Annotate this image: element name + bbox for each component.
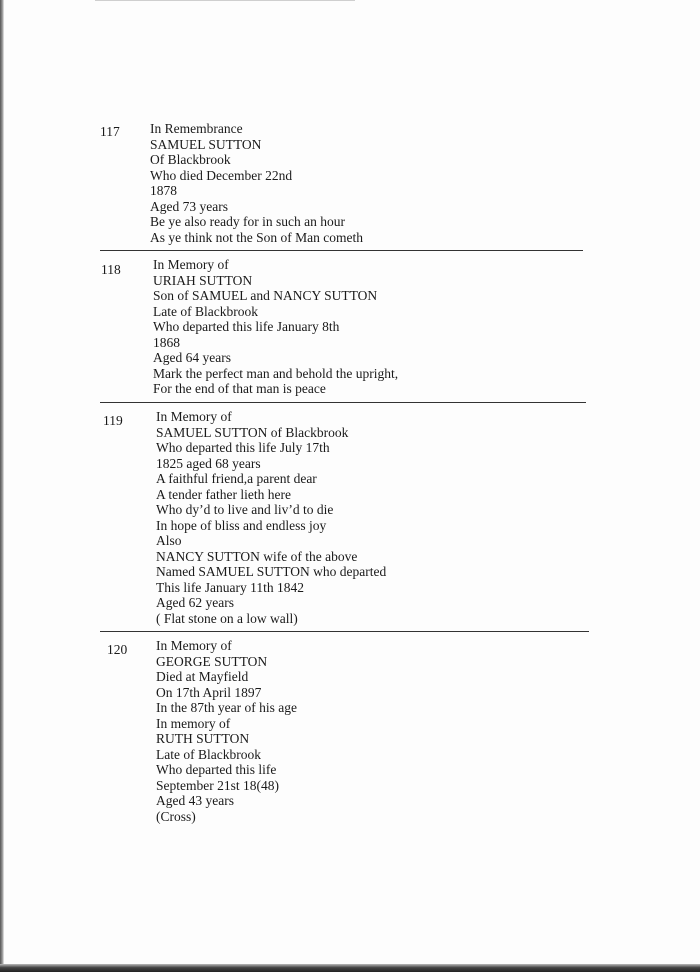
inscription-text xyxy=(156,638,297,824)
inscription-line: In Memory of xyxy=(156,638,232,653)
inscription-line: Be ye also ready for in such an hour xyxy=(150,214,345,229)
inscription-line: Who departed this life January 8th xyxy=(153,319,340,334)
page-bottom-edge-shadow xyxy=(0,964,700,972)
inscription-line: Who died December 22nd xyxy=(150,167,293,183)
inscription-line: Late of Blackbrook xyxy=(156,746,261,762)
inscription-text xyxy=(153,257,398,397)
inscription-line: Who departed this life xyxy=(156,762,277,777)
entry-number: 118 xyxy=(101,262,121,277)
inscription-line: 1868 xyxy=(153,334,180,350)
inscription-line: Aged 73 years xyxy=(150,198,228,214)
inscription-line: URIAH SUTTON xyxy=(153,272,253,288)
entry-number: 117 xyxy=(100,124,120,139)
inscription-line: This life January 11th 1842 xyxy=(156,579,304,595)
inscription-text xyxy=(150,121,363,245)
entry-number: 119 xyxy=(103,413,123,428)
inscription-line: September 21st 18(48) xyxy=(156,777,279,793)
inscription-line: 1878 xyxy=(150,183,177,198)
inscription-line: Mark the perfect man and behold the upright, xyxy=(153,365,399,381)
inscription-line: In Memory of xyxy=(153,257,229,272)
page-top-edge-line xyxy=(95,0,355,1)
inscription-line: ( Flat stone on a low wall) xyxy=(156,610,298,626)
inscription-line: Named SAMUEL SUTTON who departed xyxy=(156,564,387,579)
inscription-line: In Remembrance xyxy=(150,121,243,136)
inscription-line: For the end of that man is peace xyxy=(153,381,326,396)
inscription-line: Late of Blackbrook xyxy=(153,303,258,319)
inscription-line: Aged 64 years xyxy=(153,350,231,365)
inscription-line: Also xyxy=(156,533,182,548)
inscription-line: Who dy’d to live and liv’d to die xyxy=(156,502,334,517)
entry-divider xyxy=(100,631,589,632)
inscription-line: Of Blackbrook xyxy=(150,152,231,167)
inscription-line: As ye think not the Son of Man cometh xyxy=(150,229,363,245)
inscription-line: Son of SAMUEL and NANCY SUTTON xyxy=(153,288,378,303)
inscription-line: In memory of xyxy=(156,715,231,731)
entry-divider xyxy=(100,250,583,251)
inscription-line: GEORGE SUTTON xyxy=(156,653,268,669)
inscription-line: (Cross) xyxy=(156,808,196,824)
inscription-line: Who departed this life July 17th xyxy=(156,440,330,455)
inscription-line: A faithful friend,a parent dear xyxy=(156,471,317,486)
inscription-line: Died at Mayfield xyxy=(156,669,249,684)
inscription-text xyxy=(156,409,386,626)
inscription-line: RUTH SUTTON xyxy=(156,731,250,746)
entry-number: 120 xyxy=(107,642,128,657)
inscription-line: A tender father lieth here xyxy=(156,486,291,502)
page-left-edge-shadow xyxy=(0,0,4,972)
inscription-line: SAMUEL SUTTON of Blackbrook xyxy=(156,424,349,440)
entry-divider xyxy=(100,402,586,403)
inscription-line: Aged 62 years xyxy=(156,595,234,610)
inscription-line: In the 87th year of his age xyxy=(156,700,297,715)
inscription-line: In hope of bliss and endless joy xyxy=(156,517,327,533)
inscription-line: On 17th April 1897 xyxy=(156,684,262,700)
inscription-line: In Memory of xyxy=(156,409,232,424)
inscription-line: SAMUEL SUTTON xyxy=(150,136,262,152)
inscription-line: 1825 aged 68 years xyxy=(156,455,261,471)
inscription-line: NANCY SUTTON wife of the above xyxy=(156,548,358,564)
inscription-line: Aged 43 years xyxy=(156,793,234,808)
